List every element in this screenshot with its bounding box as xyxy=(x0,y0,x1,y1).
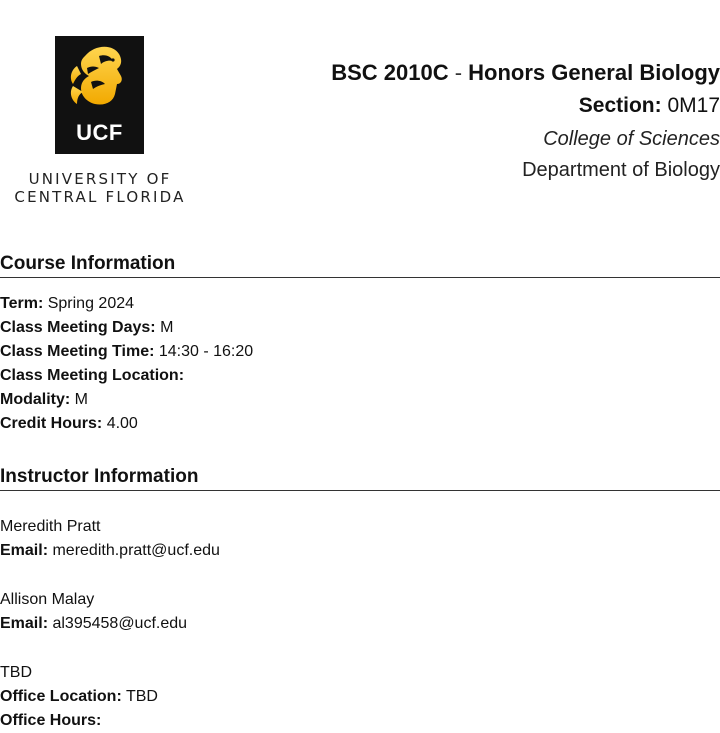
logo-university-line: UNIVERSITY OF xyxy=(28,170,172,188)
modality-row xyxy=(0,388,253,412)
meeting-days-label: Class Meeting Days: xyxy=(0,319,156,336)
instructor-list xyxy=(0,515,220,733)
meeting-time-value: 14:30 - 16:20 xyxy=(158,343,254,360)
term-label: Term: xyxy=(0,295,44,312)
logo-central-florida-line: CENTRAL FLORIDA xyxy=(14,188,186,206)
instructor-email-link[interactable]: al395458@ucf.edu xyxy=(52,615,188,632)
modality-value: M xyxy=(74,391,88,408)
office-location-value: TBD xyxy=(125,688,158,705)
college-name: College of Sciences xyxy=(543,128,720,150)
course-header xyxy=(280,58,720,186)
section-value: 0M17 xyxy=(667,94,720,117)
course-title xyxy=(280,58,720,88)
course-information-list xyxy=(0,292,253,436)
title-separator: - xyxy=(454,60,463,85)
section-label: Section: xyxy=(578,94,662,117)
instructor-entry xyxy=(0,661,220,733)
meeting-location-row xyxy=(0,364,253,388)
office-location-row xyxy=(0,685,220,709)
meeting-location-label: Class Meeting Location: xyxy=(0,367,185,384)
instructor-name: TBD xyxy=(0,664,32,681)
instructor-name: Allison Malay xyxy=(0,591,95,608)
modality-label: Modality: xyxy=(0,391,71,408)
department-name: Department of Biology xyxy=(522,159,720,181)
pegasus-icon xyxy=(55,36,144,120)
instructor-email-link[interactable]: meredith.pratt@ucf.edu xyxy=(52,542,220,559)
meeting-days-value: M xyxy=(160,319,174,336)
instructor-email-row xyxy=(0,612,220,636)
term-row xyxy=(0,292,253,316)
email-label: Email: xyxy=(0,615,49,632)
ucf-logo-text: UCF xyxy=(76,120,123,145)
ucf-logo xyxy=(14,36,186,204)
office-hours-row xyxy=(0,709,220,733)
instructor-entry xyxy=(0,588,220,636)
ucf-logo-mark xyxy=(55,36,144,154)
office-hours-label: Office Hours: xyxy=(0,712,102,729)
course-information-heading: Course Information xyxy=(0,253,720,278)
course-code: BSC 2010C xyxy=(331,60,449,85)
section-line xyxy=(280,88,720,124)
instructor-entry xyxy=(0,515,220,563)
meeting-time-label: Class Meeting Time: xyxy=(0,343,155,360)
office-location-label: Office Location: xyxy=(0,688,122,705)
course-name: Honors General Biology xyxy=(468,60,720,85)
meeting-days-row xyxy=(0,316,253,340)
term-value: Spring 2024 xyxy=(47,295,135,312)
instructor-name: Meredith Pratt xyxy=(0,518,101,535)
credit-hours-row xyxy=(0,412,253,436)
instructor-email-row xyxy=(0,539,220,563)
instructor-information-heading: Instructor Information xyxy=(0,466,720,491)
credit-hours-label: Credit Hours: xyxy=(0,415,103,432)
meeting-time-row xyxy=(0,340,253,364)
credit-hours-value: 4.00 xyxy=(106,415,138,432)
email-label: Email: xyxy=(0,542,49,559)
